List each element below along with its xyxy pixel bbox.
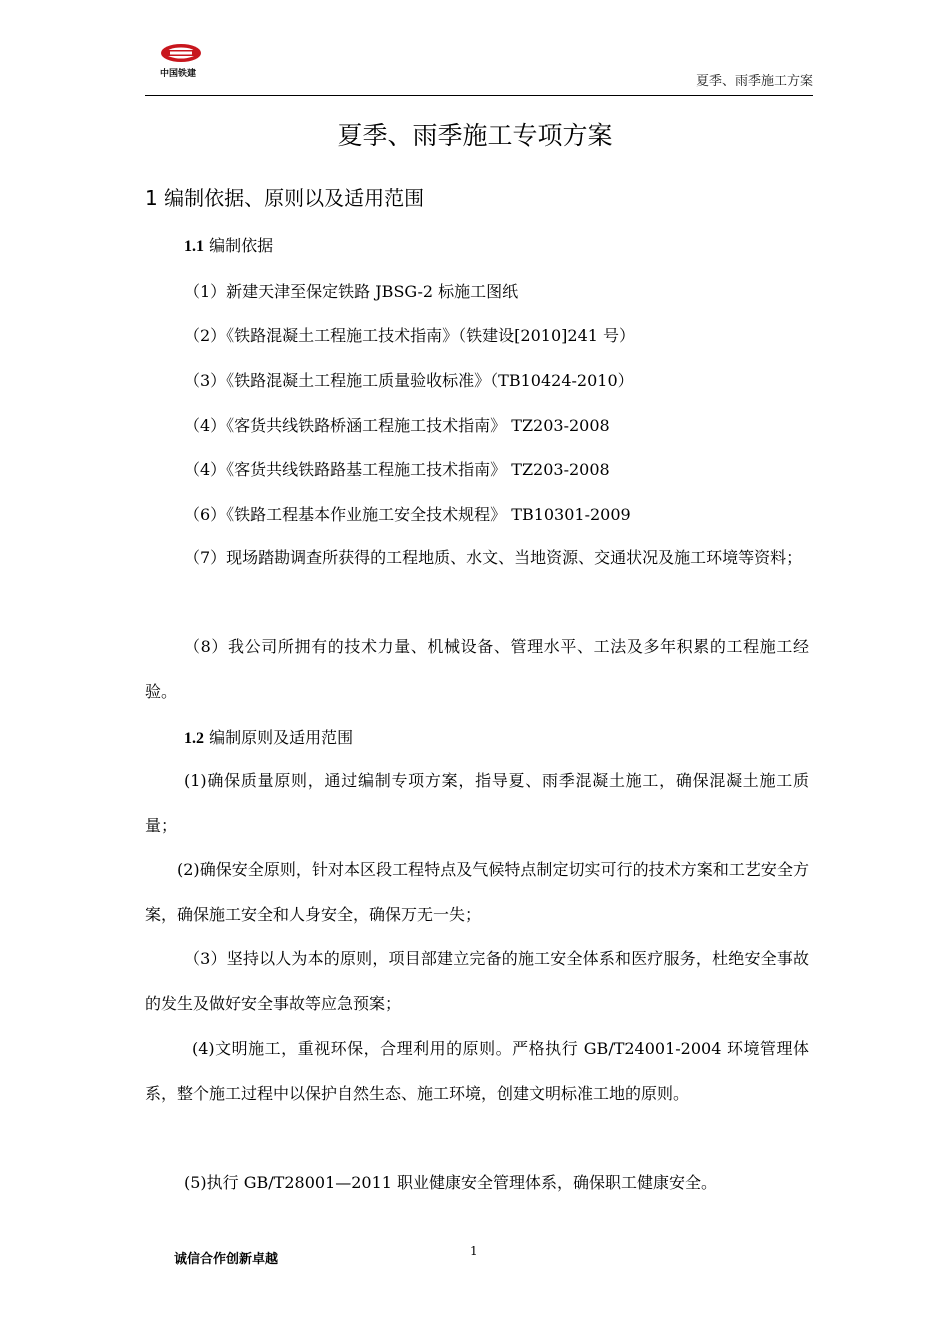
page-number: 1 <box>470 1244 478 1258</box>
subsection-label: 编制依据 <box>209 236 274 255</box>
header-title: 夏季、雨季施工方案 <box>695 74 813 89</box>
principle-item-5: (5)执行 GB/T28001—2011 职业健康安全管理体系，确保职工健康安全。 <box>184 1173 718 1192</box>
basis-item-1: （1）新建天津至保定铁路 JBSG-2 标施工图纸 <box>184 282 519 301</box>
basis-item-5: （4）《客货共线铁路路基工程施工技术指南》 TZ203-2008 <box>184 460 610 479</box>
principle-item-2: (2)确保安全原则，针对本区段工程特点及气候特点制定切实可行的技术方案和工艺安全方案，确保施工安全和人身安全，确保万无一失； <box>145 860 809 924</box>
basis-item-6: （6）《铁路工程基本作业施工安全技术规程》 TB10301-2009 <box>184 505 631 524</box>
subsection-label: 编制原则及适用范围 <box>209 728 354 747</box>
subsection-heading-1-2 <box>184 725 353 748</box>
principle-item-3: （3）坚持以人为本的原则，项目部建立完备的施工安全体系和医疗服务，杜绝安全事故的发生及做好安全事故等应急预案； <box>145 949 809 1013</box>
footer-motto: 诚信合作创新卓越 <box>174 1252 279 1267</box>
section-heading: 1 编制依据、原则以及适用范围 <box>145 186 425 210</box>
subsection-number: 1.1 <box>184 238 204 255</box>
basis-item-2: （2）《铁路混凝土工程施工技术指南》（铁建设[2010]241 号） <box>184 326 636 345</box>
subsection-number: 1.2 <box>184 730 204 747</box>
logo-text: 中国铁建 <box>160 69 197 79</box>
document-title: 夏季、雨季施工专项方案 <box>337 121 613 150</box>
subsection-heading-1-1 <box>184 233 273 256</box>
principle-item-1: (1)确保质量原则，通过编制专项方案，指导夏、雨季混凝土施工，确保混凝土施工质量； <box>145 771 809 835</box>
header-divider <box>145 95 813 96</box>
basis-item-4: （4）《客货共线铁路桥涵工程施工技术指南》 TZ203-2008 <box>184 416 610 435</box>
basis-item-3: （3）《铁路混凝土工程施工质量验收标准》（TB10424-2010） <box>184 371 634 390</box>
basis-item-8: （8）我公司所拥有的技术力量、机械设备、管理水平、工法及多年积累的工程施工经验。 <box>145 637 809 701</box>
basis-item-7: （7）现场踏勘调查所获得的工程地质、水文、当地资源、交通状况及施工环境等资料； <box>184 548 803 567</box>
principle-item-4: (4)文明施工，重视环保，合理利用的原则。严格执行 GB/T24001-2004 环境管理体系，整个施工过程中以保护自然生态、施工环境，创建文明标准工地的原则。 <box>145 1039 809 1103</box>
